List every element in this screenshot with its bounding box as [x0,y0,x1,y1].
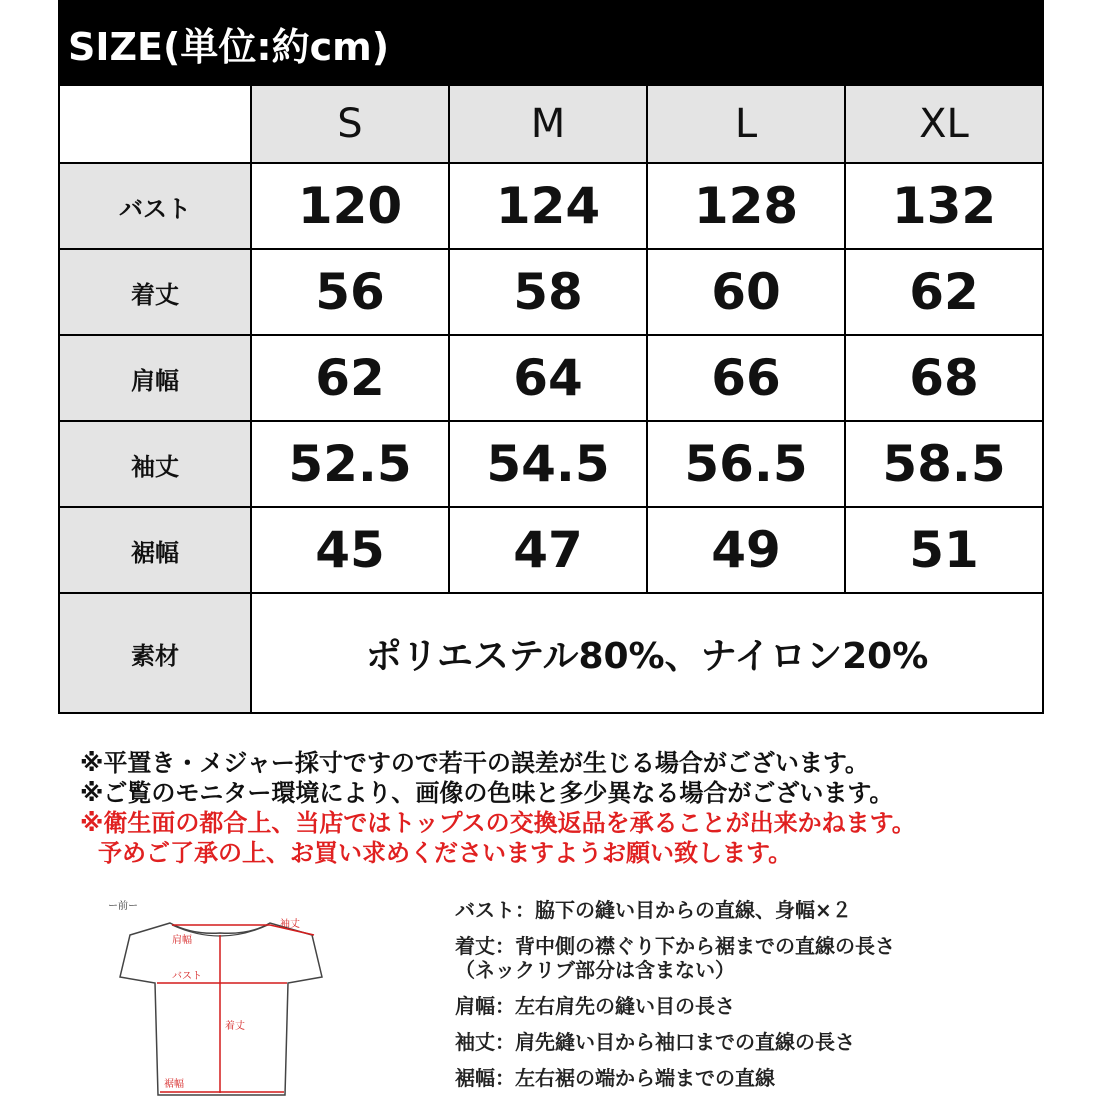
diagram-label-bust: バスト [172,971,202,982]
size-title: SIZE(単位:約cm) [68,24,390,69]
value-cell: 60 [648,250,846,336]
value-cell: 49 [648,508,846,594]
diagram-label-shoulder: 肩幅 [172,935,192,946]
value-cell: 58.5 [846,422,1044,508]
value-cell: 56.5 [648,422,846,508]
measurement-diagram [100,895,330,1100]
table-row-sleeve [60,422,1044,508]
value-cell: 128 [648,164,846,250]
size-header-s: S [252,86,450,164]
note-measurement: ※平置き・メジャー採寸ですので若干の誤差が生じる場合がございます。 [80,749,869,777]
material-value: ポリエステル80%、ナイロン20% [252,594,1044,714]
care-notes [80,748,1070,868]
value-cell: 68 [846,336,1044,422]
table-corner-cell [60,86,252,164]
row-label-shoulder: 肩幅 [60,336,252,422]
value-cell: 62 [846,250,1044,336]
row-label-sleeve: 袖丈 [60,422,252,508]
value-cell: 51 [846,508,1044,594]
definition-shoulder: 肩幅：左右肩先の縫い目の長さ [455,994,735,1018]
diagram-front-label: ー前ー [108,901,138,912]
size-title-bar [58,0,1044,86]
diagram-label-hem: 裾幅 [164,1079,184,1090]
value-cell: 132 [846,164,1044,250]
diagram-label-sleeve: 袖丈 [280,919,300,930]
value-cell: 64 [450,336,648,422]
value-cell: 52.5 [252,422,450,508]
value-cell: 45 [252,508,450,594]
value-cell: 120 [252,164,450,250]
measurement-definitions [455,898,1055,1090]
value-cell: 66 [648,336,846,422]
table-row-hem [60,508,1044,594]
table-row-material [60,594,1044,714]
definition-length [455,934,1055,982]
note-acknowledge: 予めご了承の上、お買い求めくださいますようお願い致します。 [98,839,793,867]
size-header-xl: XL [846,86,1044,164]
value-cell: 47 [450,508,648,594]
definition-hem: 裾幅：左右裾の端から端までの直線 [455,1066,775,1090]
value-cell: 58 [450,250,648,336]
table-row-shoulder [60,336,1044,422]
table-row-bust [60,164,1044,250]
definition-bust: バスト：脇下の縫い目からの直線、身幅×２ [455,898,852,922]
value-cell: 124 [450,164,648,250]
size-table [58,86,1044,714]
definition-length-note: （ネックリブ部分は含まない） [455,958,735,982]
value-cell: 56 [252,250,450,336]
value-cell: 54.5 [450,422,648,508]
row-label-length: 着丈 [60,250,252,336]
row-label-hem: 裾幅 [60,508,252,594]
note-no-returns: ※衛生面の都合上、当店ではトップスの交換返品を承ることが出来かねます。 [80,809,916,837]
value-cell: 62 [252,336,450,422]
table-row-length [60,250,1044,336]
note-monitor: ※ご覧のモニター環境により、画像の色味と多少異なる場合がございます。 [80,779,894,807]
row-label-bust: バスト [60,164,252,250]
definition-length-text: 着丈：背中側の襟ぐり下から裾までの直線の長さ [455,934,895,958]
definition-sleeve: 袖丈：肩先縫い目から袖口までの直線の長さ [455,1030,855,1054]
size-header-l: L [648,86,846,164]
diagram-label-length: 着丈 [225,1021,245,1032]
size-header-m: M [450,86,648,164]
size-header-row [60,86,1044,164]
row-label-material: 素材 [60,594,252,714]
